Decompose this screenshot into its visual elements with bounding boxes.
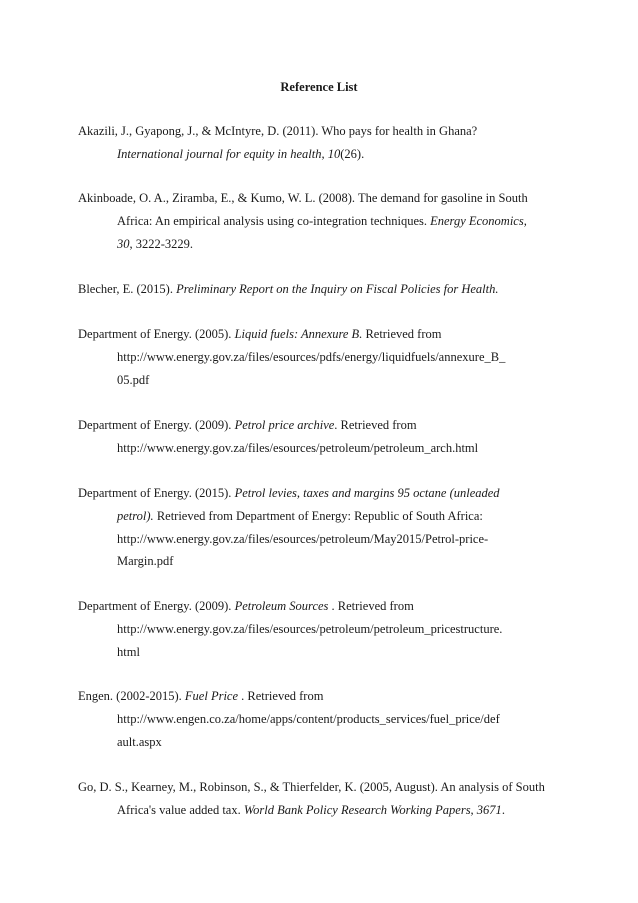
reference-italic-text: Fuel Price [184, 689, 239, 703]
reference-italic-text: petrol). [117, 509, 154, 523]
reference-line [117, 236, 193, 252]
reference-url: http://www.energy.gov.za/files/esources/petroleum/petroleum_pricestructure. [117, 622, 503, 636]
reference-line [117, 711, 500, 727]
reference-italic-text: Energy Economics, [430, 214, 527, 228]
reference-url: html [117, 645, 140, 659]
reference-line [117, 644, 140, 660]
reference-url: ault.aspx [117, 735, 162, 749]
reference-text: . [501, 803, 505, 817]
reference-line [78, 779, 545, 795]
reference-line [117, 531, 488, 547]
reference-italic-text: World Bank Policy Research Working Papers, 3671 [243, 803, 502, 817]
reference-line [117, 802, 505, 818]
reference-line [117, 621, 502, 637]
reference-text: Engen. (2002-2015). [78, 689, 185, 703]
reference-italic-text: Petroleum Sources [234, 599, 329, 613]
reference-url: http://www.energy.gov.za/files/esources/pdfs/energy/liquidfuels/annexure_B_ [117, 350, 506, 364]
reference-text: Go, D. S., Kearney, M., Robinson, S., & Thierfelder, K. (2005, August). An analysis of South [78, 780, 545, 794]
reference-line [78, 326, 441, 342]
reference-line [117, 349, 505, 365]
reference-line [117, 734, 162, 750]
reference-text: . Retrieved from [238, 689, 324, 703]
reference-italic-text: Preliminary Report on the Inquiry on Fiscal Policies for Health. [176, 282, 499, 296]
reference-line [78, 485, 500, 501]
reference-text: Department of Energy. (2009). [78, 599, 235, 613]
reference-line [117, 213, 527, 229]
reference-line [117, 372, 149, 388]
reference-url: http://www.engen.co.za/home/apps/content/products_services/fuel_price/def [117, 712, 500, 726]
reference-italic-text: Liquid fuels: Annexure B. [234, 327, 363, 341]
page-title: Reference List [280, 80, 358, 94]
reference-text: Akazili, J., Gyapong, J., & McIntyre, D. (2011). Who pays for health in Ghana? [78, 124, 478, 138]
reference-text: Blecher, E. (2015). [78, 282, 177, 296]
reference-line [117, 508, 483, 524]
reference-line [78, 598, 414, 614]
reference-text: Department of Energy. (2005). [78, 327, 235, 341]
reference-line [117, 146, 364, 162]
reference-text: Retrieved from Department of Energy: Republic of South Africa: [153, 509, 483, 523]
reference-url: http://www.energy.gov.za/files/esources/petroleum/petroleum_arch.html [117, 441, 479, 455]
reference-italic-text: 30 [117, 237, 130, 251]
reference-text: Akinboade, O. A., Ziramba, E., & Kumo, W. L. (2008). The demand for gasoline in South [78, 191, 528, 205]
reference-line [78, 688, 323, 704]
reference-url: http://www.energy.gov.za/files/esources/petroleum/May2015/Petrol-price- [117, 532, 489, 546]
reference-url: Margin.pdf [117, 554, 174, 568]
reference-text: Department of Energy. (2009). [78, 418, 235, 432]
reference-line [78, 123, 477, 139]
reference-italic-text: Petrol levies, taxes and margins 95 octane (unleaded [234, 486, 500, 500]
reference-text: Africa's value added tax. [117, 803, 244, 817]
reference-italic-text: International journal for equity in health, 10 [117, 147, 341, 161]
reference-text: , 3222-3229. [129, 237, 194, 251]
reference-line [117, 553, 173, 569]
reference-line [117, 440, 478, 456]
reference-text: Department of Energy. (2015). [78, 486, 235, 500]
reference-line [78, 190, 528, 206]
reference-text: (26). [340, 147, 365, 161]
reference-text: . Retrieved from [334, 418, 417, 432]
reference-url: 05.pdf [117, 373, 150, 387]
reference-line [78, 281, 498, 297]
reference-line [78, 417, 417, 433]
reference-text: . Retrieved from [328, 599, 414, 613]
reference-text: Africa: An empirical analysis using co-integration techniques. [117, 214, 431, 228]
reference-text: Retrieved from [362, 327, 442, 341]
reference-italic-text: Petrol price archive [234, 418, 335, 432]
